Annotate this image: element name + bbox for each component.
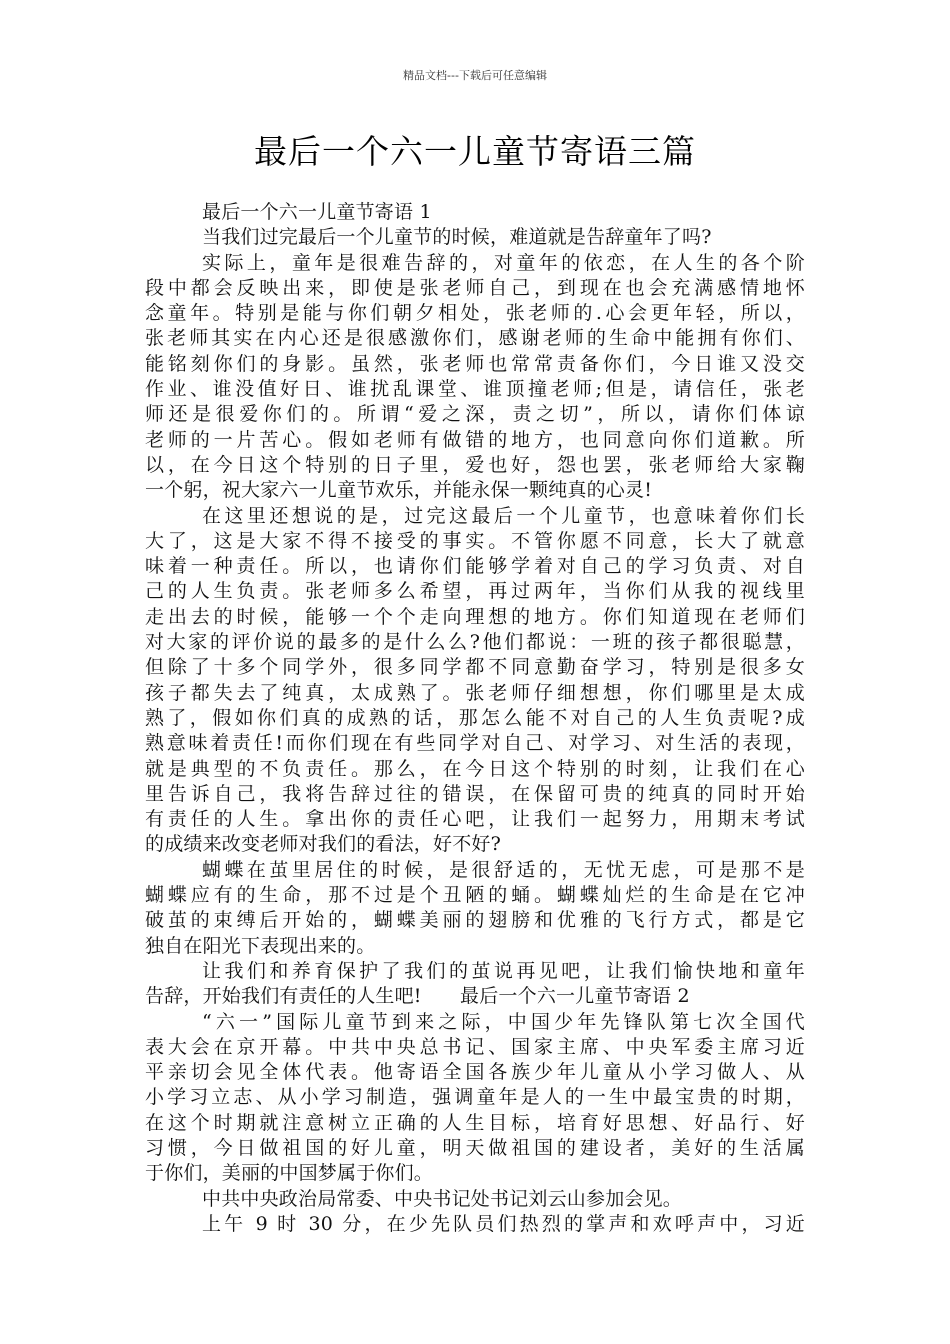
body-text-line: 对大家的评价说的最多的是什么么?他们都说：一班的孩子都很聪慧，	[145, 631, 805, 654]
body-text-line: 一个躬，祝大家六一儿童节欢乐，并能永保一颗纯真的心灵!	[145, 479, 653, 502]
body-text-line: 能铭刻你们的身影。虽然，张老师也常常责备你们，今日谁又没交	[145, 352, 805, 375]
body-text-line: 有责任的人生。拿出你的责任心吧，让我们一起努力，用期末考试	[145, 808, 805, 831]
body-text-line: 己的人生负责。张老师多么希望，再过两年，当你们从我的视线里	[145, 580, 805, 603]
body-text-line: 中共中央政治局常委、中央书记处书记刘云山参加会见。	[202, 1187, 683, 1210]
body-text-line: 念童年。特别是能与你们朝夕相处，张老师的.心会更年轻，所以，	[145, 302, 805, 325]
body-text-line: 但除了十多个同学外，很多同学都不同意勤奋学习，特别是很多女	[145, 656, 805, 679]
body-text-line: 味着一种责任。所以，也请你们能够学着对自己的学习负责、对自	[145, 555, 805, 578]
body-text-line: 最后一个六一儿童节寄语 1	[202, 201, 432, 223]
body-text-line: 平亲切会见全体代表。他寄语全国各族少年儿童从小学习做人、从	[145, 1061, 805, 1084]
body-text-line: 小学习立志、从小学习制造，强调童年是人的一生中最宝贵的时期，	[145, 1086, 805, 1109]
body-text-line: 蝴蝶在茧里居住的时候，是很舒适的，无忧无虑，可是那不是	[202, 858, 805, 881]
body-text-line: 在这里还想说的是，过完这最后一个儿童节，也意味着你们长	[202, 504, 805, 527]
body-text-line: 走出去的时候，能够一个个走向理想的地方。你们知道现在老师们	[145, 605, 805, 628]
body-text-line: 让我们和养育保护了我们的茧说再见吧，让我们愉快地和童年	[202, 959, 805, 982]
body-text-line: 熟意味着责任!而你们现在有些同学对自己、对学习、对生活的表现，	[145, 732, 805, 755]
document-body	[145, 200, 805, 1237]
page-header: 精品文档---下载后可任意编辑	[403, 69, 547, 82]
body-text-line: 告辞，开始我们有责任的人生吧! 最后一个六一儿童节寄语 2	[145, 985, 690, 1008]
body-text-line: 在这个时期就注意树立正确的人生目标，培育好思想、好品行、好	[145, 1111, 805, 1134]
body-text-line: 独自在阳光下表现出来的。	[145, 934, 376, 957]
body-text-line: 段中都会反映出来，即使是张老师自己，到现在也会充满感情地怀	[145, 276, 805, 299]
body-text-line: 实际上，童年是很难告辞的，对童年的依恋，在人生的各个阶	[202, 251, 805, 274]
body-text-line: 以，在今日这个特别的日子里，爱也好，怨也罢，张老师给大家鞠	[145, 453, 805, 476]
body-text-line: 熟了，假如你们真的成熟的话，那怎么能不对自己的人生负责呢?成	[145, 706, 805, 729]
body-text-line: 就是典型的不负责任。那么，在今日这个特别的时刻，让我们在心	[145, 757, 805, 780]
body-text-line: 里告诉自己，我将告辞过往的错误，在保留可贵的纯真的同时开始	[145, 782, 805, 805]
body-text-line: 大了，这是大家不得不接受的事实。不管你愿不同意，长大了就意	[145, 529, 805, 552]
body-text-line: 破茧的束缚后开始的，蝴蝶美丽的翅膀和优雅的飞行方式，都是它	[145, 909, 805, 932]
body-text-line: “六一”国际儿童节到来之际，中国少年先锋队第七次全国代	[202, 1010, 805, 1033]
body-text-line: 作业、谁没值好日、谁扰乱课堂、谁顶撞老师;但是，请信任，张老	[145, 378, 805, 401]
body-text-line: 当我们过完最后一个儿童节的时候，难道就是告辞童年了吗?	[202, 226, 712, 249]
document-title: 最后一个六一儿童节寄语三篇	[254, 132, 696, 171]
body-text-line: 习惯，今日做祖国的好儿童，明天做祖国的建设者，美好的生活属	[145, 1136, 805, 1159]
body-text-line: 孩子都失去了纯真，太成熟了。张老师仔细想想，你们哪里是太成	[145, 681, 805, 704]
body-text-line: 师还是很爱你们的。所谓“爱之深，责之切”，所以，请你们体谅	[145, 403, 805, 426]
body-text-line: 蝴蝶应有的生命，那不过是个丑陋的蛹。蝴蝶灿烂的生命是在它冲	[145, 884, 805, 907]
body-text-line: 于你们，美丽的中国梦属于你们。	[145, 1162, 434, 1185]
body-text-line: 上午 9 时 30 分，在少先队员们热烈的掌声和欢呼声中，习近	[202, 1212, 805, 1235]
body-text-line: 的成绩来改变老师对我们的看法，好不好?	[145, 833, 501, 856]
body-text-line: 老师的一片苦心。假如老师有做错的地方，也同意向你们道歉。所	[145, 428, 805, 451]
body-text-line: 表大会在京开幕。中共中央总书记、国家主席、中央军委主席习近	[145, 1035, 805, 1058]
body-text-line: 张老师其实在内心还是很感激你们，感谢老师的生命中能拥有你们、	[145, 327, 805, 350]
